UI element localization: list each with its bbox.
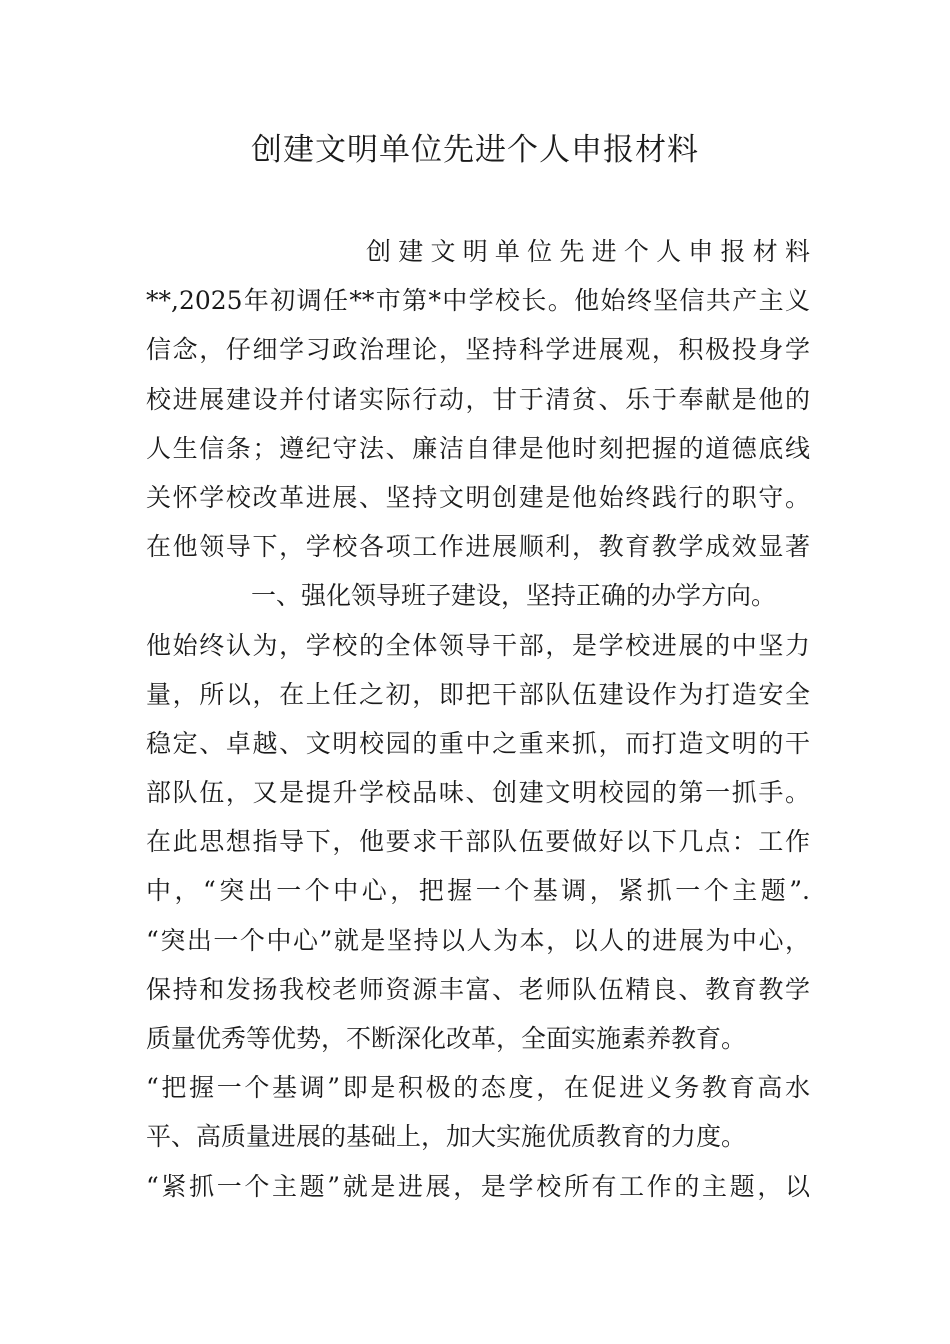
body-line: “紧抓一个主题”就是进展，是学校所有工作的主题，以 (146, 1171, 810, 1201)
body-line: 在此思想指导下，他要求干部队伍要做好以下几点：工作 (146, 827, 810, 857)
document-title: 创建文明单位先进个人申报材料 (251, 132, 699, 168)
body-line: 中，“突出一个中心，把握一个基调，紧抓一个主题”. (146, 876, 810, 906)
body-subtitle-line: 创建文明单位先进个人申报材料 (366, 237, 810, 266)
body-line: 平、高质量进展的基础上，加大实施优质教育的力度。 (146, 1122, 747, 1152)
body-line: “把握一个基调”即是积极的态度，在促进义务教育高水 (146, 1073, 810, 1103)
body-line: 校进展建设并付诸实际行动，甘于清贫、乐于奉献是他的 (146, 384, 810, 414)
body-line: 稳定、卓越、文明校园的重中之重来抓，而打造文明的干 (146, 728, 810, 758)
body-line: “突出一个中心”就是坚持以人为本，以人的进展为中心， (146, 925, 810, 955)
body-line: 他始终认为，学校的全体领导干部，是学校进展的中坚力 (146, 630, 810, 660)
document-body (146, 227, 810, 1211)
body-line: 质量优秀等优势，不断深化改革，全面实施素养教育。 (146, 1024, 747, 1053)
body-line: 在他领导下，学校各项工作进展顺利，教育教学成效显著 (146, 532, 810, 562)
body-line: 关怀学校改革进展、坚持文明创建是他始终践行的职守。 (146, 482, 810, 512)
section-heading-line: 一、强化领导班子建设，坚持正确的办学方向。 (251, 581, 777, 611)
body-line: 保持和发扬我校老师资源丰富、老师队伍精良、教育教学 (146, 974, 810, 1004)
body-line: 人生信条；遵纪守法、廉洁自律是他时刻把握的道德底线 (146, 433, 810, 463)
body-line: 信念，仔细学习政治理论，坚持科学进展观，积极投身学 (146, 335, 810, 365)
body-line: 部队伍，又是提升学校品味、创建文明校园的第一抓手。 (146, 778, 810, 808)
body-line: **,2025年初调任**市第*中学校长。他始终坚信共产主义 (146, 286, 810, 316)
body-line: 量，所以，在上任之初，即把干部队伍建设作为打造安全 (146, 679, 810, 709)
